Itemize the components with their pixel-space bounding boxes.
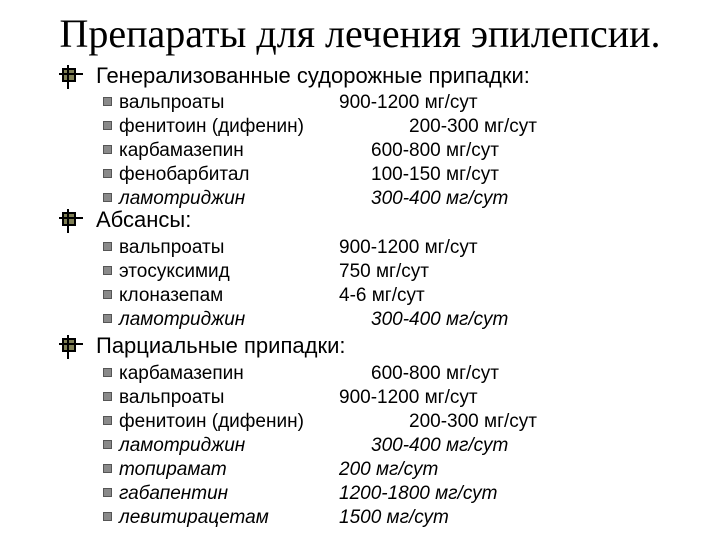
drug-name: вальпроаты (119, 387, 225, 408)
drug-dose: 200 мг/сут (339, 459, 439, 480)
drug-dose: 200-300 мг/сут (409, 116, 537, 137)
drug-name: ламотриджин (119, 309, 246, 330)
list-item (103, 309, 663, 333)
list-item (103, 387, 663, 411)
square-bullet-icon (103, 169, 112, 178)
drug-name: этосуксимид (119, 261, 230, 282)
square-bullet-icon (103, 464, 112, 473)
square-bullet-icon (62, 68, 76, 82)
drug-dose: 600-800 мг/сут (371, 140, 499, 161)
list-item (103, 261, 663, 285)
drug-name: габапентин (119, 483, 229, 504)
drug-dose: 300-400 мг/сут (371, 435, 509, 456)
drug-dose: 600-800 мг/сут (371, 363, 499, 384)
square-bullet-icon (103, 97, 112, 106)
square-bullet-icon (103, 416, 112, 425)
square-bullet-icon (103, 242, 112, 251)
square-bullet-icon (103, 440, 112, 449)
drug-dose: 900-1200 мг/сут (339, 237, 478, 258)
drug-name: вальпроаты (119, 92, 225, 113)
drug-name: фенитоин (дифенин) (119, 116, 304, 137)
drug-dose: 300-400 мг/сут (371, 188, 509, 209)
square-bullet-icon (103, 193, 112, 202)
list-item (103, 92, 663, 116)
square-bullet-icon (103, 368, 112, 377)
drug-name: клоназепам (119, 285, 224, 306)
drug-name: ламотриджин (119, 435, 246, 456)
list-item (103, 411, 663, 435)
list-item (103, 507, 663, 531)
drug-name: карбамазепин (119, 363, 244, 384)
list-item (103, 140, 663, 164)
drug-dose: 4-6 мг/сут (339, 285, 425, 306)
drug-dose: 900-1200 мг/сут (339, 387, 478, 408)
drug-name: ламотриджин (119, 188, 246, 209)
drug-dose: 900-1200 мг/сут (339, 92, 478, 113)
drug-dose: 100-150 мг/сут (371, 164, 499, 185)
square-bullet-icon (103, 512, 112, 521)
drug-dose: 1200-1800 мг/сут (339, 483, 498, 504)
page-title: Препараты для лечения эпилепсии. (59, 11, 661, 56)
drug-dose: 300-400 мг/сут (371, 309, 509, 330)
drug-dose: 200-300 мг/сут (409, 411, 537, 432)
drug-name: вальпроаты (119, 237, 225, 258)
list-item (103, 459, 663, 483)
square-bullet-icon (62, 338, 76, 352)
square-bullet-icon (103, 290, 112, 299)
list-item (103, 435, 663, 459)
section-heading: Генерализованные судорожные припадки: (96, 63, 530, 88)
square-bullet-icon (103, 266, 112, 275)
section-heading: Парциальные припадки: (96, 333, 346, 358)
square-bullet-icon (103, 121, 112, 130)
drug-name: левитирацетам (119, 507, 269, 528)
square-bullet-icon (103, 392, 112, 401)
square-bullet-icon (103, 314, 112, 323)
drug-dose: 750 мг/сут (339, 261, 429, 282)
list-item (103, 285, 663, 309)
section-heading: Абсансы: (96, 207, 192, 232)
list-item (103, 483, 663, 507)
drug-name: фенитоин (дифенин) (119, 411, 304, 432)
drug-name: топирамат (119, 459, 227, 480)
square-bullet-icon (62, 212, 76, 226)
square-bullet-icon (103, 145, 112, 154)
square-bullet-icon (103, 488, 112, 497)
drug-name: фенобарбитал (119, 164, 250, 185)
drug-name: карбамазепин (119, 140, 244, 161)
list-item (103, 363, 663, 387)
list-item (103, 116, 663, 140)
list-item (103, 164, 663, 188)
list-item (103, 237, 663, 261)
drug-dose: 1500 мг/сут (339, 507, 449, 528)
